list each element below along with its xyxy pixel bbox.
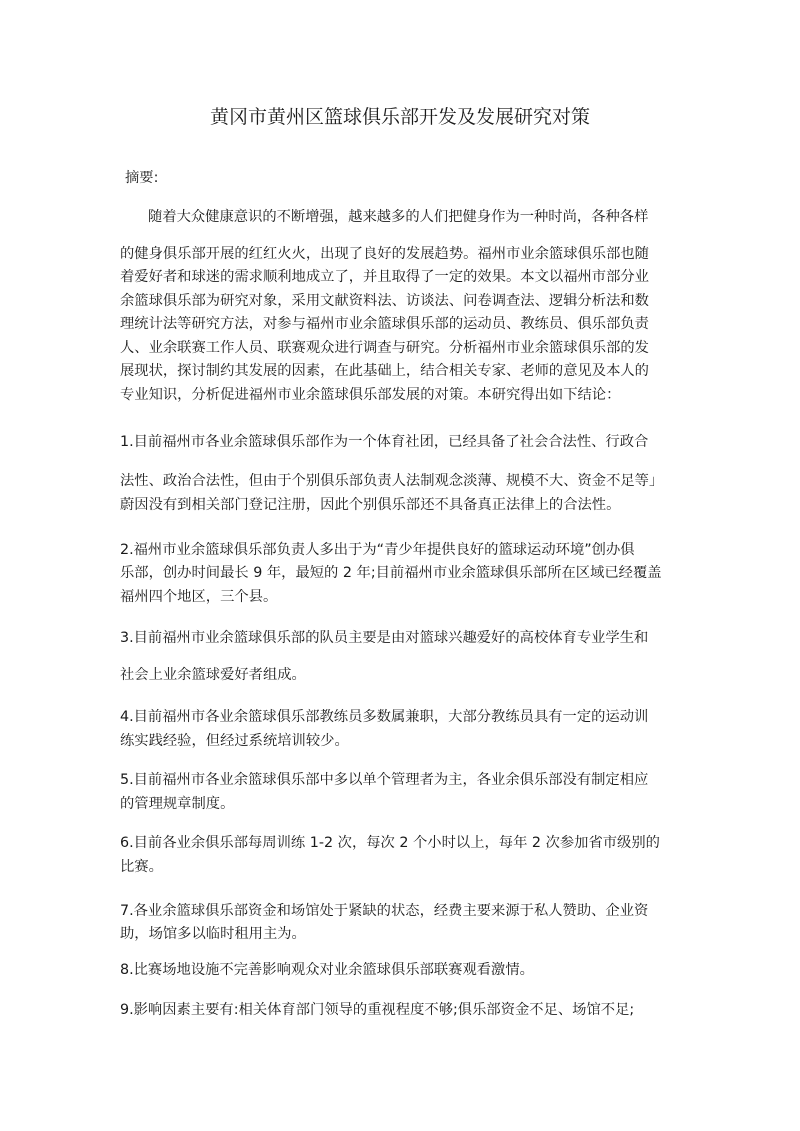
- conclusion-item-1-line: 蔚因没有到相关部门登记注册，因此个别俱乐部还不具备真正法律上的合法性。: [120, 497, 621, 513]
- abstract-label: 摘要:: [125, 170, 159, 186]
- abstract-line: 展现状，探讨制约其发展的因素，在此基础上，结合相关专家、老师的意见及本人的: [120, 363, 649, 379]
- conclusion-item-3-line: 3.目前福州市业余篮球俱乐部的队员主要是由对篮球兴趣爱好的高校体育专业学生和: [120, 630, 649, 646]
- conclusion-item-6-line: 6.目前各业余俱乐部每周训练 1-2 次，每次 2 个小时以上，每年 2 次参加省市级别的: [120, 835, 660, 851]
- conclusion-item-2-line: 2.福州市业余篮球俱乐部负责人多出于为“青少年提供良好的篮球运动环境”创办俱: [120, 542, 635, 558]
- document-title: 黄冈市黄州区篮球俱乐部开发及发展研究对策: [209, 106, 590, 128]
- conclusion-item-3-line: 社会上业余篮球爱好者组成。: [120, 667, 306, 683]
- conclusion-item-5-line: 5.目前福州市各业余篮球俱乐部中多以单个管理者为主，各业余俱乐部没有制定相应: [120, 772, 649, 788]
- conclusion-item-7-line: 助，场馆多以临时租用主为。: [120, 926, 306, 942]
- abstract-line: 的健身俱乐部开展的红红火火，出现了良好的发展趋势。福州市业余篮球俱乐部也随: [120, 246, 649, 262]
- abstract-line: 专业知识，分析促进福州市业余篮球俱乐部发展的对策。本研究得出如下结论：: [120, 387, 621, 403]
- abstract-line: 人、业余联赛工作人员、联赛观众进行调查与研究。分析福州市业余篮球俱乐部的发: [120, 340, 649, 356]
- abstract-line: 随着大众健康意识的不断增强，越来越多的人们把健身作为一种时尚，各种各样: [148, 209, 649, 225]
- abstract-line: 理统计法等研究方法，对参与福州市业余篮球俱乐部的运动员、教练员、俱乐部负责: [120, 316, 649, 332]
- abstract-line: 余篮球俱乐部为研究对象，采用文献资料法、访谈法、问卷调查法、逻辑分析法和数: [120, 293, 649, 309]
- conclusion-item-4-line: 4.目前福州市各业余篮球俱乐部教练员多数属兼职，大部分教练员具有一定的运动训: [120, 709, 649, 725]
- conclusion-item-2-line: 福州四个地区，三个县。: [120, 589, 278, 605]
- conclusion-item-7-line: 7.各业余篮球俱乐部资金和场馆处于紧缺的状态，经费主要来源于私人赞助、企业资: [120, 903, 649, 919]
- conclusion-item-6-line: 比赛。: [120, 859, 163, 875]
- conclusion-item-8-line: 8.比赛场地设施不完善影响观众对业余篮球俱乐部联赛观看激情。: [120, 962, 534, 978]
- abstract-line: 着爱好者和球迷的需求顺利地成立了，并且取得了一定的效果。本文以福州市部分业: [120, 269, 649, 285]
- conclusion-item-2-line: 乐部，创办时间最长 9 年，最短的 2 年;目前福州市业余篮球俱乐部所在区域已经覆盖: [120, 565, 662, 581]
- conclusion-item-1-line: 法性、政治合法性，但由于个别俱乐部负责人法制观念淡薄、规模不大、资金不足等」: [120, 473, 664, 489]
- conclusion-item-4-line: 练实践经验，但经过系统培训较少。: [120, 733, 349, 749]
- conclusion-item-5-line: 的管理规章制度。: [120, 796, 235, 812]
- conclusion-item-9-line: 9.影响因素主要有:相关体育部门领导的重视程度不够;俱乐部资金不足、场馆不足;: [120, 1002, 635, 1018]
- conclusion-item-1-line: 1.目前福州市各业余篮球俱乐部作为一个体育社团，已经具备了社会合法性、行政合: [120, 434, 649, 450]
